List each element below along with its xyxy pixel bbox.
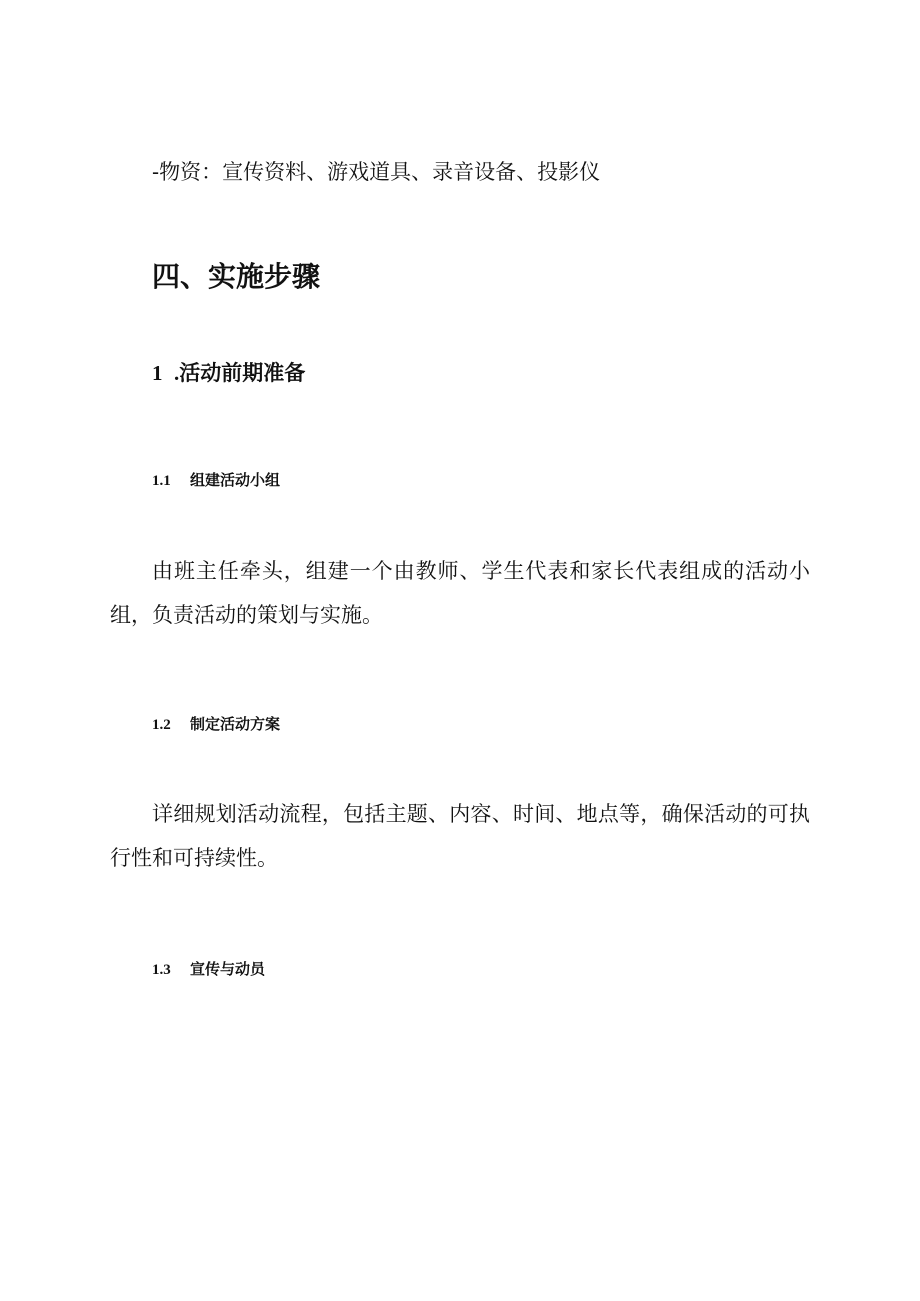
- step-title: 活动前期准备: [179, 360, 306, 385]
- subsection-title: 宣传与动员: [190, 960, 266, 978]
- section-heading: 四、实施步骤: [152, 260, 321, 293]
- step-number: 1: [152, 361, 163, 385]
- subsection-number: 1.3: [152, 962, 171, 978]
- subsection-number: 1.2: [152, 717, 171, 733]
- step-heading: [152, 357, 920, 389]
- materials-line: -物资：宣传资料、游戏道具、录音设备、投影仪: [152, 160, 601, 184]
- subsection-heading-1-1: [152, 469, 920, 492]
- subsection-heading-1-3: [152, 958, 920, 981]
- paragraph-1-1: 由班主任牵头，组建一个由教师、学生代表和家长代表组成的活动小组，负责活动的策划与实施。: [110, 559, 810, 627]
- subsection-heading-1-2: [152, 713, 920, 736]
- subsection-title: 组建活动小组: [190, 471, 281, 489]
- subsection-number: 1.1: [152, 473, 171, 489]
- subsection-title: 制定活动方案: [190, 715, 281, 733]
- step-dot: .: [174, 361, 180, 385]
- paragraph-1-2: 详细规划活动流程，包括主题、内容、时间、地点等，确保活动的可执行性和可持续性。: [110, 802, 810, 870]
